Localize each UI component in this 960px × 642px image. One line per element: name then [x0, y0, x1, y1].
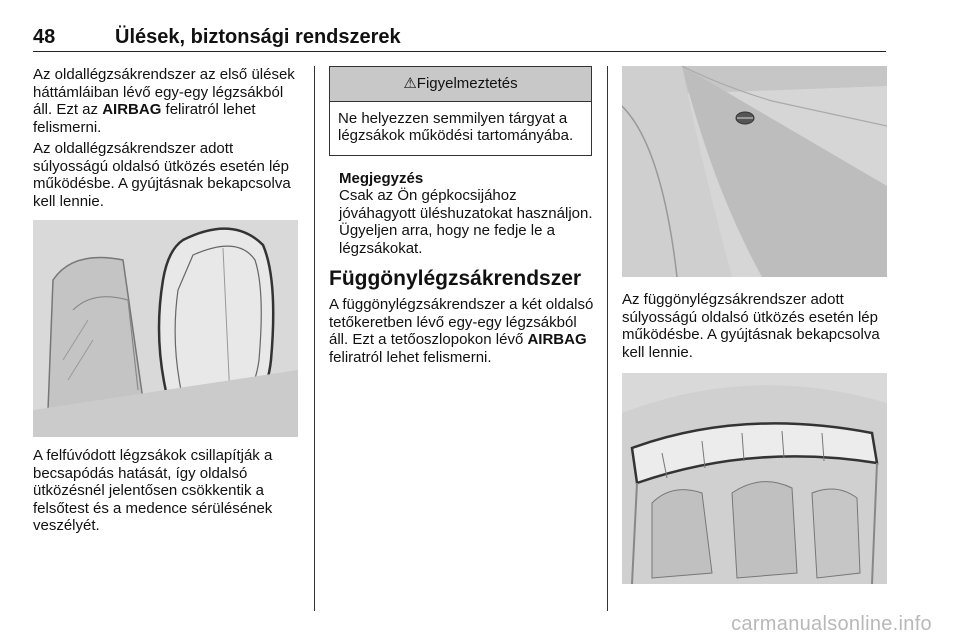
chapter-title: Ülések, biztonsági rendszerek — [115, 26, 401, 48]
note-box — [329, 170, 594, 258]
column-divider-1 — [314, 66, 315, 611]
note-title: Megjegyzés — [339, 169, 424, 187]
side-airbag-activation: Az oldallégzsákrendszer adott súlyosságú oldalsó ütközés esetén lép működésbe. A gyújtásnak bekapcsolva kell lennie. — [33, 140, 291, 210]
section-heading: Függönylégzsákrendszer — [329, 267, 582, 290]
watermark: carmanualsonline.info — [731, 613, 932, 635]
column-3 — [622, 66, 887, 584]
warning-text: Ne helyezzen semmilyen tárgyat a légzsákok működési tartományába. — [338, 109, 574, 144]
pillar-airbag-label-illustration — [622, 66, 887, 277]
curtain-airbag-activation: Az függönylégzsákrendszer adott súlyosságú oldalsó ütközés esetén lép működésbe. A gyújtásnak bekapcsolva kell lennie. — [622, 291, 880, 361]
page-number: 48 — [33, 26, 56, 48]
warning-box — [329, 66, 592, 156]
column-2 — [329, 66, 594, 370]
side-airbag-intro: Az oldallégzsákrendszer az első ülések háttámláiban lévő egy-egy légzsákból áll. Ezt az AIRBAG feliratról lehet felismerni. — [33, 66, 295, 136]
column-divider-2 — [607, 66, 608, 611]
curtain-airbag-illustration — [622, 373, 887, 584]
note-text: Csak az Ön gépkocsijához jóváhagyott üléshuzatokat használjon. Ügyeljen arra, hogy ne fedje le a légzsákokat. — [339, 187, 593, 257]
warning-title: Figyelmeztetés — [416, 75, 518, 92]
page-header — [33, 26, 886, 52]
side-airbag-benefit: A felfúvódott légzsákok csillapítják a becsapódás hatását, így oldalsó ütközésnél jelentősen csökkentik a felsőtest és a medence sérülésének veszélyét. — [33, 447, 273, 534]
warning-header — [330, 67, 591, 102]
curtain-airbag-intro: A függönylégzsákrendszer a két oldalsó tetőkeretben lévő egy-egy légzsákból áll. Ezt a tetőoszlopokon lévő AIRBAG feliratról lehet felismerni. — [329, 296, 594, 366]
side-airbag-illustration — [33, 220, 298, 437]
warning-triangle-icon: ⚠ — [403, 75, 417, 92]
column-1 — [33, 66, 299, 539]
